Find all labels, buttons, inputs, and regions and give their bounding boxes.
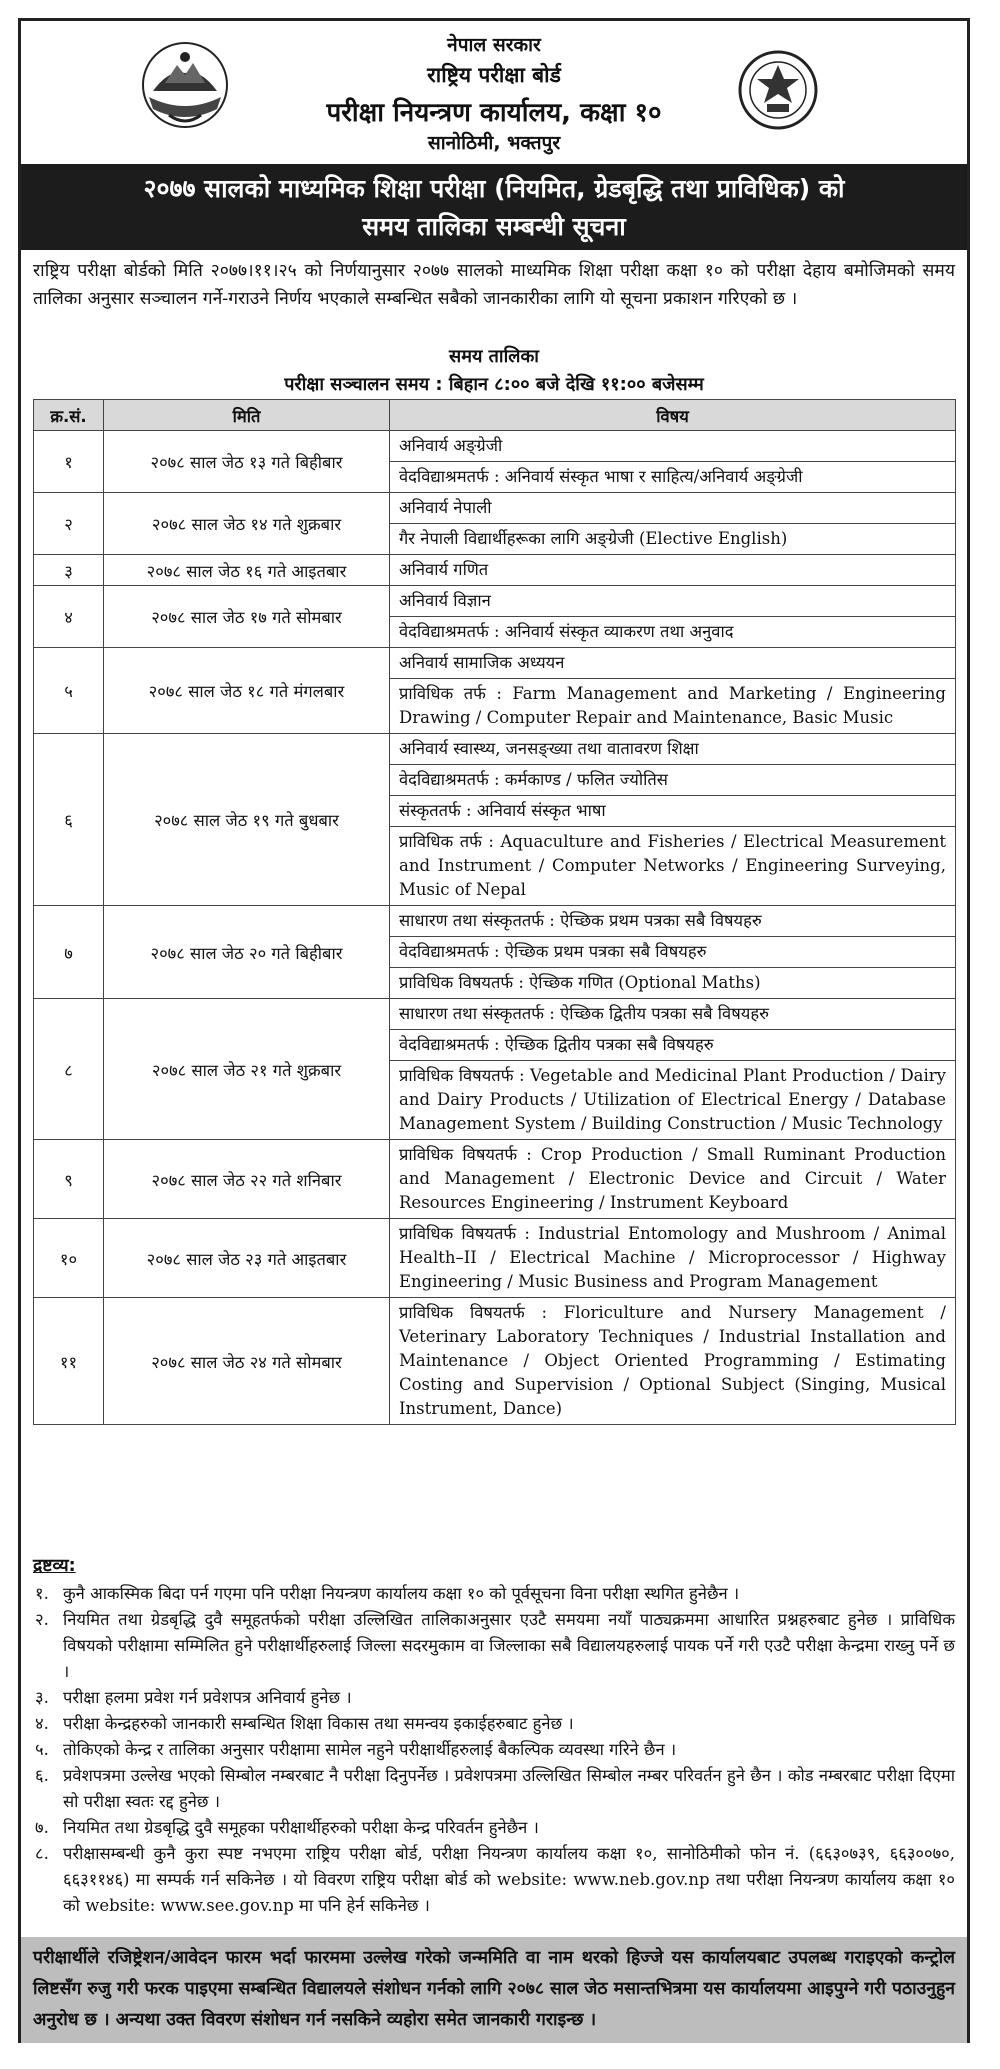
note-number: ७. [35, 1818, 49, 1837]
subject-item: वेदविद्याश्रमतर्फ : ऐच्छिक प्रथम पत्रका सबै विषयहरु [390, 937, 955, 968]
row-serial: २ [34, 493, 104, 555]
col-header-date: मिति [104, 400, 390, 431]
subject-item: प्राविधिक तर्फ : Aquaculture and Fisheries / Electrical Measurement and Instrument / Computer Networks / Engineering Surveying, Music of Nepal [399, 832, 946, 899]
note-text: नियमित तथा ग्रेडबृद्धि दुवै समूहतर्फको परीक्षा उल्लिखित तालिकाअनुसार एउटै समयमा नयाँ पाठ्यक्रममा आधारित प्रश्नहरुबाट हुनेछ । प्राविधिक विषयको परीक्षामा सम्मिलित हुने परीक्षार्थीहरुलाई जिल्ला सदरमुकाम वा जिल्लाका सबै विद्यालयहरुलाई पायक पर्ने गरी एउटै परीक्षा केन्द्रमा राख्नु पर्ने छ । [63, 1610, 955, 1681]
govt-name: नेपाल सरकार [447, 34, 541, 56]
table-row [34, 648, 956, 734]
row-subjects [390, 1219, 956, 1298]
table-row [34, 999, 956, 1140]
row-subjects [390, 906, 956, 999]
row-date: २०७८ साल जेठ २२ गते शनिबार [104, 1140, 390, 1219]
board-name: राष्ट्रिय परीक्षा बोर्ड [427, 63, 561, 87]
subject-item: प्राविधिक विषयतर्फ : ऐच्छिक गणित (Optional Maths) [399, 973, 761, 992]
note-text: तोकिएको केन्द्र र तालिका अनुसार परीक्षामा सामेल नहुने परीक्षार्थीहरुलाई बैकल्पिक व्यवस्था गरिने छैन । [63, 1740, 677, 1759]
exam-time-line: परीक्षा सञ्चालन समय : बिहान ८:०० बजे देखि ११:०० बजेसम्म [284, 374, 704, 395]
row-date: २०७८ साल जेठ १६ गते आइतबार [104, 555, 390, 586]
note-text: परीक्षा हलमा प्रवेश गर्न प्रवेशपत्र अनिवार्य हुनेछ । [63, 1688, 352, 1707]
table-header-row [34, 400, 956, 431]
notes-list [33, 1581, 955, 1919]
note-number: ४. [35, 1714, 49, 1733]
table-row [34, 493, 956, 555]
office-name: परीक्षा नियन्त्रण कार्यालय, कक्षा १० [326, 98, 662, 128]
note-text: प्रवेशपत्रमा उल्लेख भएको सिम्बोल नम्बरबाट नै परीक्षा दिनुपर्नेछ । प्रवेशपत्रमा उल्लिखित सिम्बोल नम्बर परिवर्तन हुने छैन । कोड नम्बरबाट परीक्षा दिएमा सो परीक्षा स्वतः रद्द हुनेछ । [63, 1766, 955, 1811]
row-subjects [390, 734, 956, 906]
subject-item: अनिवार्य गणित [399, 560, 489, 579]
exam-board-seal-icon [737, 49, 819, 131]
row-serial: ११ [34, 1298, 104, 1425]
row-date: २०७८ साल जेठ २४ गते सोमबार [104, 1298, 390, 1425]
subject-item: प्राविधिक विषयतर्फ : Vegetable and Medicinal Plant Production / Dairy and Dairy Products / Utilization of Electrical Energy / Database Management System / Building Construction / Music Technology [399, 1066, 946, 1133]
row-date: २०७८ साल जेठ १३ गते बिहीबार [104, 431, 390, 493]
table-row [34, 906, 956, 999]
row-serial: ६ [34, 734, 104, 906]
row-subjects [390, 586, 956, 648]
subject-item: वेदविद्याश्रमतर्फ : अनिवार्य संस्कृत व्याकरण तथा अनुवाद [399, 622, 734, 641]
banner-line-2: समय तालिका सम्बन्धी सूचना [362, 212, 626, 241]
note-item [33, 1737, 955, 1763]
header [21, 21, 967, 163]
row-serial: ४ [34, 586, 104, 648]
notes-heading: द्रष्टव्य: [33, 1556, 76, 1576]
subject-item: वेदविद्याश्रमतर्फ : कर्मकाण्ड / फलित ज्योतिस [390, 765, 955, 796]
subject-item: अनिवार्य अङ्ग्रेजी [390, 431, 955, 462]
row-serial: ५ [34, 648, 104, 734]
table-row [34, 431, 956, 493]
note-item [33, 1711, 955, 1737]
row-date: २०७८ साल जेठ १८ गते मंगलबार [104, 648, 390, 734]
notice-page [18, 18, 970, 2043]
subject-item: साधारण तथा संस्कृततर्फ : ऐच्छिक प्रथम पत्रका सबै विषयहरु [390, 906, 955, 937]
banner-line-1: २०७७ सालको माध्यमिक शिक्षा परीक्षा (नियमित, ग्रेडबृद्धि तथा प्राविधिक) को [143, 174, 845, 203]
note-number: ८. [35, 1844, 49, 1863]
note-text: परीक्षा केन्द्रहरुको जानकारी सम्बन्धित शिक्षा विकास तथा समन्वय इकाईहरुबाट हुनेछ । [63, 1714, 574, 1733]
row-serial: ७ [34, 906, 104, 999]
notice-banner [21, 164, 967, 250]
subject-item: प्राविधिक विषयतर्फ : Floriculture and Nursery Management / Veterinary Laboratory Techniques / Industrial Installation and Maintenance / Object Oriented Programming / Estimating Costing and Supervision / Optional Subject (Singing, Musical Instrument, Dance) [399, 1303, 946, 1418]
schedule-title: समय तालिका [449, 346, 539, 367]
note-number: ३. [35, 1688, 49, 1707]
row-serial: १ [34, 431, 104, 493]
row-subjects [390, 1140, 956, 1219]
subject-item: प्राविधिक तर्फ : Farm Management and Marketing / Engineering Drawing / Computer Repair and Maintenance, Basic Music [399, 684, 946, 727]
row-subjects [390, 999, 956, 1140]
subject-item: संस्कृततर्फ : अनिवार्य संस्कृत भाषा [390, 796, 955, 827]
row-subjects [390, 493, 956, 555]
note-number: २. [35, 1610, 49, 1629]
subject-item: साधारण तथा संस्कृततर्फ : ऐच्छिक द्वितीय पत्रका सबै विषयहरु [390, 999, 955, 1030]
subject-item: प्राविधिक विषयतर्फ : Industrial Entomology and Mushroom / Animal Health–II / Electrical Machine / Microprocessor / Highway Engineering / Music Business and Program Management [399, 1224, 946, 1291]
subject-item: अनिवार्य विज्ञान [390, 586, 955, 617]
note-number: ६. [35, 1766, 49, 1785]
subject-item: वेदविद्याश्रमतर्फ : ऐच्छिक द्वितीय पत्रका सबै विषयहरु [390, 1030, 955, 1061]
col-header-sn: क्र.सं. [34, 400, 104, 431]
note-item [33, 1841, 955, 1919]
note-item [33, 1763, 955, 1815]
row-subjects [390, 648, 956, 734]
table-row [34, 1298, 956, 1425]
table-row [34, 586, 956, 648]
note-item [33, 1685, 955, 1711]
row-serial: ३ [34, 555, 104, 586]
col-header-subject: विषय [390, 400, 956, 431]
row-date: २०७८ साल जेठ २३ गते आइतबार [104, 1219, 390, 1298]
row-date: २०७८ साल जेठ २१ गते शुक्रबार [104, 999, 390, 1140]
table-row [34, 1219, 956, 1298]
note-text: नियमित तथा ग्रेडबृद्धि दुवै समूहका परीक्षार्थीहरुको परीक्षा केन्द्र परिवर्तन हुनेछैन । [63, 1818, 539, 1837]
row-date: २०७८ साल जेठ १९ गते बुधबार [104, 734, 390, 906]
note-number: ५. [35, 1740, 49, 1759]
table-row [34, 734, 956, 906]
row-serial: ९ [34, 1140, 104, 1219]
subject-item: अनिवार्य सामाजिक अध्ययन [390, 648, 955, 679]
row-serial: १० [34, 1219, 104, 1298]
note-text: परीक्षासम्बन्धी कुनै कुरा स्पष्ट नभएमा राष्ट्रिय परीक्षा बोर्ड, परीक्षा नियन्त्रण कार्यालय कक्षा १०, सानोठिमीको फोन नं. (६६३०७३९, ६६३००७०, ६६३११४६) मा सम्पर्क गर्न सकिनेछ । यो विवरण राष्ट्रिय परीक्षा बोर्ड को website: www.neb.gov.np तथा परीक्षा नियन्त्रण कार्यालय कक्षा १० को website: www.see.gov.np मा पनि हेर्न सकिनेछ । [63, 1844, 955, 1915]
note-item [33, 1815, 955, 1841]
note-item [33, 1607, 955, 1685]
table-row [34, 1140, 956, 1219]
note-number: १. [35, 1584, 49, 1603]
intro-paragraph: राष्ट्रिय परीक्षा बोर्डको मिति २०७७।११।२५ को निर्णयानुसार २०७७ सालको माध्यमिक शिक्षा परीक्षा कक्षा १० को परीक्षा देहाय बमोजिमको समय तालिका अनुसार सञ्चालन गर्ने-गराउने निर्णय भएकाले सम्बन्धित सबैको जानकारीका लागि यो सूचना प्रकाशन गरिएको छ । [33, 261, 955, 309]
row-subjects [390, 1298, 956, 1425]
footer-notice: परीक्षार्थीले रजिष्ट्रेशन/आवेदन फारम भर्दा फारममा उल्लेख गरेको जन्ममिति वा नाम थरको हिज्जे यस कार्यालयबाट उपलब्ध गराइएको कन्ट्रोल लिष्टसँग रुजु गरी फरक पाइएमा सम्बन्धित विद्यालयले संशोधन गर्नको लागि २०७८ साल जेठ मसान्तभित्रमा यस कार्यालयमा आइपुग्ने गरी पठाउनुहुन अनुरोध छ । अन्यथा उक्त विवरण संशोधन गर्न नसकिने व्यहोरा समेत जानकारी गराइन्छ । [21, 1937, 967, 2043]
row-serial: ८ [34, 999, 104, 1140]
subject-item: गैर नेपाली विद्यार्थीहरूका लागि अङ्ग्रेजी (Elective English) [399, 529, 788, 548]
office-location: सानोठिमी, भक्तपुर [427, 132, 561, 154]
subject-item: वेदविद्याश्रमतर्फ : अनिवार्य संस्कृत भाषा र साहित्य/अनिवार्य अङ्ग्रेजी [399, 467, 803, 486]
schedule-table [33, 399, 956, 1425]
row-subjects [390, 431, 956, 493]
note-item [33, 1581, 955, 1607]
row-date: २०७८ साल जेठ १४ गते शुक्रबार [104, 493, 390, 555]
subject-item: प्राविधिक विषयतर्फ : Crop Production / Small Ruminant Production and Management / Electronic Device and Circuit / Water Resources Engineering / Instrument Keyboard [399, 1145, 946, 1212]
row-date: २०७८ साल जेठ १७ गते सोमबार [104, 586, 390, 648]
row-date: २०७८ साल जेठ २० गते बिहीबार [104, 906, 390, 999]
subject-item: अनिवार्य नेपाली [390, 493, 955, 524]
subject-item: अनिवार्य स्वास्थ्य, जनसङ्ख्या तथा वातावरण शिक्षा [390, 734, 955, 765]
row-subjects [390, 555, 956, 586]
note-text: कुनै आकस्मिक बिदा पर्न गएमा पनि परीक्षा नियन्त्रण कार्यालय कक्षा १० को पूर्वसूचना विना परीक्षा स्थगित हुनेछैन । [63, 1584, 740, 1603]
table-row [34, 555, 956, 586]
